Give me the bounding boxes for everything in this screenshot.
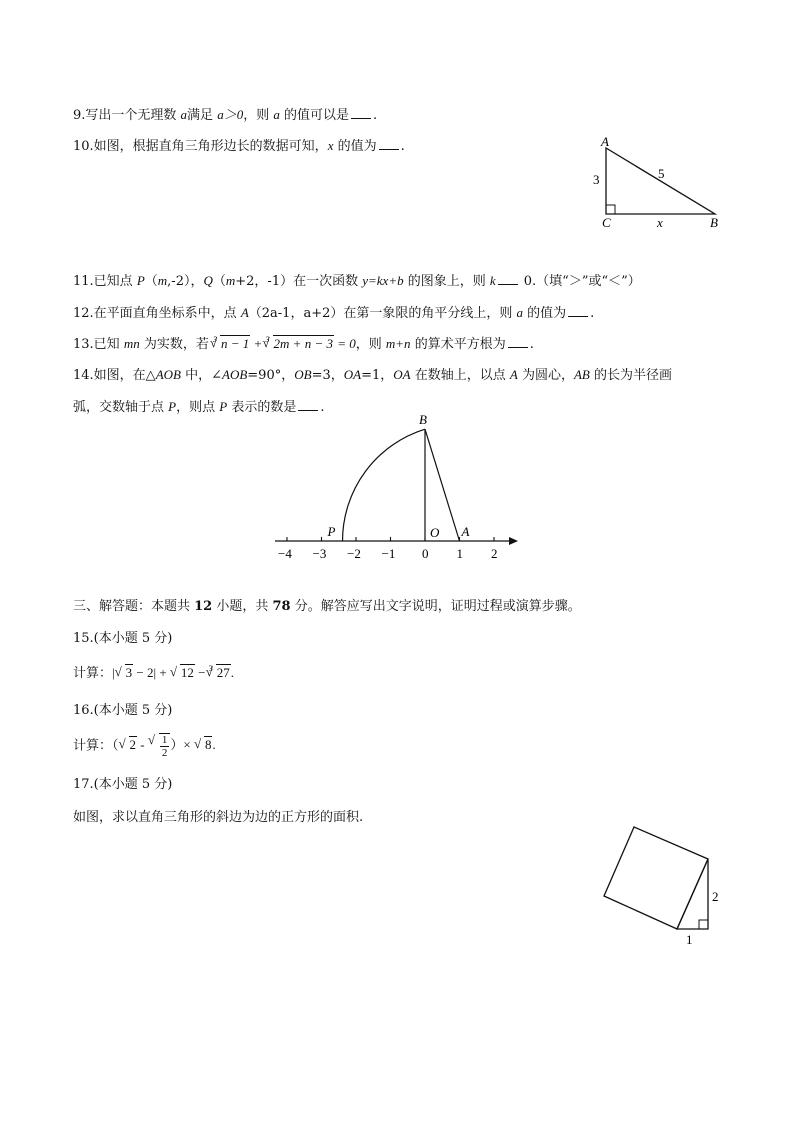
q11-text: +2，-1）在一次函数 [235,274,363,289]
q14-var: AOB [155,367,181,382]
q9-condition: a＞0 [217,107,244,122]
question-10 [73,135,405,154]
numerator: √ 1 [161,734,168,746]
q10-var: x [327,138,334,153]
q16-label: 计算：（ [73,738,119,754]
radicand: 3 [125,665,133,680]
q13-var: mn [123,336,140,351]
radical-index: 3 [208,664,213,673]
right-triangle-figure-q10 [585,130,735,240]
q13-end: . [529,337,534,352]
number-line-figure-q14 [260,410,530,570]
answer-blank[interactable] [508,335,528,348]
q10-end: . [400,139,405,154]
point-label-o: O [430,525,440,540]
q11-var: k [489,273,496,288]
q9-text: 9.写出一个无理数 [73,108,181,123]
q11-var: P [136,273,145,288]
q14-text: =3， [311,368,344,383]
q14-var: OA [393,367,411,382]
q9-text: ，则 [243,108,274,123]
q11-text: 11.已知点 [73,274,137,289]
q14-text: =90°， [247,368,295,383]
q11-function: y=kx+b [362,273,404,288]
axis-tick-label: −3 [312,546,327,561]
q9-var: a [273,107,280,122]
vertex-label-a: A [601,134,609,149]
minus-two: − 2 [133,665,154,680]
abs-bar: | [112,665,115,680]
q14-text: ，则点 [176,400,220,415]
minus-sign: − [194,665,209,680]
q14-text: 弧，交数轴于点 [73,400,169,415]
q14-text: 在数轴上，以点 [410,368,510,383]
sqrt [170,665,195,681]
right-angle-mark [606,205,615,214]
radicand: 27 [216,665,230,680]
vertex-label-c: C [602,215,611,230]
section-text: 小题，共 [212,599,273,614]
axis-tick-label: 1 [456,546,463,561]
question-16-body [73,733,216,759]
question-12 [73,302,594,321]
q14-var: OA [343,367,362,382]
q13-var: m+n [385,336,411,351]
section-text: 三、解答题：本题共 [73,599,195,614]
q13-text: 13.已知 [73,337,124,352]
q14-var: P [219,399,228,414]
answer-blank[interactable] [379,137,399,150]
section-3-heading [73,595,581,614]
equals: = 0 [333,336,356,351]
q14-var: P [168,399,177,414]
side-label-cb: x [657,215,663,230]
section-count: 12 [194,599,213,614]
side-label-vertical: 2 [712,889,719,904]
q15-label: 计算： [73,666,113,681]
question-14-line1 [73,364,672,383]
q14-end: . [320,400,325,415]
q11-var: m [157,273,168,288]
point-label-a: A [461,524,470,539]
q14-text: 14.如图，在△ [73,368,156,383]
cube-root [210,336,250,352]
q9-end: . [372,108,378,123]
q14-text: =1， [361,368,394,383]
sqrt [119,737,138,753]
right-triangle [677,859,708,929]
axis-arrow-icon [509,537,518,545]
q13-text: 的算术平方根为 [410,337,506,352]
axis-tick-label: 0 [422,546,429,561]
answer-blank[interactable] [498,272,518,285]
q12-var: a [516,305,524,320]
q16-end: . [212,737,216,753]
q12-text: 12.在平面直角坐标系中，点 [73,306,241,321]
question-15-title: 15.(本小题 5 分) [73,631,173,646]
square-on-hypotenuse-figure-q17 [595,820,735,950]
q9-var: a [180,107,188,122]
axis-tick-label: −1 [381,546,396,561]
fraction [160,734,170,759]
question-11 [73,270,641,289]
axis-tick-label: 2 [491,546,498,561]
section-text: 分。解答应写出文字说明，证明过程或演算步骤。 [290,599,581,614]
q11-text: 的图象上，则 [403,274,490,289]
question-17-title: 17.(本小题 5 分) [73,777,173,792]
square [604,827,708,929]
question-9 [73,104,377,123]
q9-text: 满足 [187,108,218,123]
q14-text: 中，∠ [180,368,222,383]
question-15-body [73,662,234,681]
minus-sign: - [137,737,148,753]
radical-index: 3 [212,335,217,344]
right-angle-mark [699,920,708,929]
answer-blank[interactable] [568,304,588,317]
q11-text: ,-2）， [167,274,204,289]
radicand: n − 1 [220,336,250,351]
q10-text: 的值为 [333,139,377,154]
q14-var: AB [573,367,590,382]
sqrt-fraction [148,733,171,759]
q12-text: 在第一象限的角平分线上，则 [343,306,517,321]
side-label-ac: 3 [593,172,600,187]
radicand: 2m + n − 3 [273,336,333,351]
q14-var: A [509,367,518,382]
axis-tick-label: −2 [347,546,361,561]
q15-end: . [230,665,234,680]
answer-blank[interactable] [351,106,371,119]
radicand: 8 [204,737,212,753]
section-score: 78 [272,599,291,614]
cube-root [263,336,334,352]
question-13 [73,333,534,352]
radicand: 2 [129,737,137,753]
plus-sign: + [250,336,266,351]
vertex-label-b: B [710,215,718,230]
q11-var: Q [203,273,213,288]
arc-bp [343,429,425,541]
q12-coords: （2a-1，a+2） [248,306,344,321]
denominator: 2 [161,747,168,759]
side-label-ab: 5 [658,166,665,181]
q11-var: m [225,273,236,288]
point-label-p: P [327,524,336,539]
close-paren-times: ）× [170,737,194,753]
q14-text: 的长为半径画 [589,368,672,383]
point-label-b: B [419,412,427,428]
q11-text: （ [144,274,158,289]
q11-text: （ [212,274,226,289]
q14-text: 表示的数是 [227,400,297,415]
side-label-horizontal: 1 [686,932,693,947]
cube-root [206,665,231,681]
sqrt [194,737,216,753]
q13-text: 为实数，若 [139,337,213,352]
abs-bar: | + [153,665,170,680]
triangle-abc [606,148,715,214]
radicand: 12 [180,665,194,680]
q12-end: . [590,306,595,321]
question-16-title: 16.(本小题 5 分) [73,703,173,718]
q13-text: ，则 [355,337,386,352]
radical-index: 3 [265,335,270,344]
q11-end: 0.（填“＞”或“＜”） [519,274,641,289]
q14-var: AOB [222,367,248,382]
q9-text: 的值可以是 [279,108,349,123]
sqrt [115,665,134,681]
q10-text: 10.如图，根据直角三角形边长的数据可知， [73,139,328,154]
q12-text: 的值为 [523,306,567,321]
question-17-text: 如图，求以直角三角形的斜边为边的正方形的面积. [73,810,364,825]
q14-text: 为圆心， [517,368,574,383]
axis-tick-label: −4 [278,546,292,561]
q12-var: A [240,305,249,320]
q14-var: OB [294,367,312,382]
